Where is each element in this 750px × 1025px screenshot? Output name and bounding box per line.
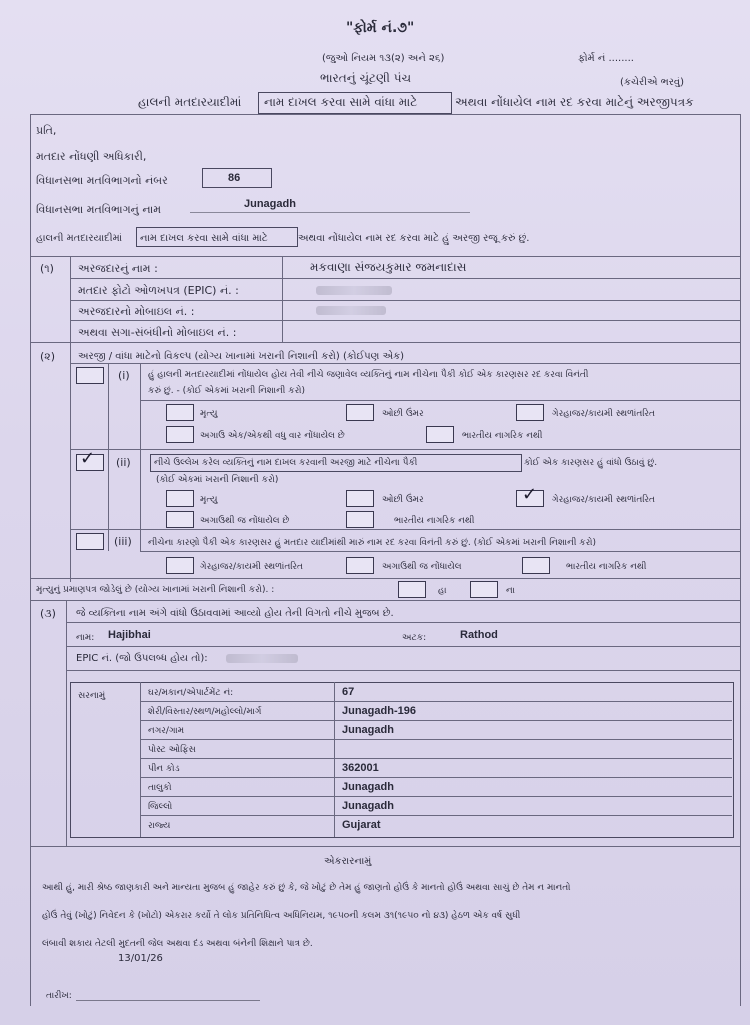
opt1-absent-label: ગેરહાજર/કાયમી સ્થળાંતરિત [552, 409, 655, 419]
subject-name-line [66, 646, 741, 647]
opt3-noncitizen-checkbox[interactable] [522, 557, 550, 574]
left-border [30, 114, 31, 1006]
subject-epic-line [66, 670, 741, 671]
form-title: "ફોર્મ નં.૭" [346, 20, 415, 36]
opt2-death-checkbox[interactable] [166, 490, 194, 507]
option-iii-line [140, 551, 741, 552]
constituency-name-value: Junagadh [244, 198, 296, 210]
opt3-noncitizen-label: ભારતીય નાગરિક નથી [566, 562, 647, 572]
application-title-pre: હાલની મતદારયાદીમાં [138, 95, 242, 109]
opt2-noncitizen-label: ભારતીય નાગરિક નથી [394, 516, 475, 526]
request-box-text: નામ દાખલ કરવા સામે વાંધા માટે [140, 233, 268, 244]
applicant-mobile-label: અરજદારનો મોબાઇલ નં. : [78, 305, 195, 318]
death-cert-no-label: ના [506, 586, 515, 596]
opt1-death-label: મૃત્યુ [200, 409, 218, 419]
section1-number: (૧) [40, 262, 54, 275]
address-row-line-2 [140, 720, 732, 721]
subject-epic-label: EPIC નં. (જો ઉપલબ્ધ હોય તો): [76, 653, 208, 664]
applicant-name-label: અરજદારનું નામ : [78, 262, 158, 275]
section3-bottom-line [30, 846, 741, 847]
opt1-absent-checkbox[interactable] [516, 404, 544, 421]
opt1-underage-checkbox[interactable] [346, 404, 374, 421]
applicant-name-value: મકવાણા સંજયકુમાર જમનાદાસ [310, 260, 467, 274]
date-label: તારીખ: [46, 991, 72, 1001]
address-row-line-4 [140, 758, 732, 759]
application-title-box-text: નામ દાખલ કરવા સામે વાંધા માટે [264, 95, 418, 109]
constituency-number-value: 86 [228, 172, 241, 184]
option-ii-number: (ii) [116, 456, 131, 469]
option-iii-text: નીચેના કારણો પૈકી એક કારણસર હું મતદાર યાદીમાંથી મારું નામ રદ કરવા વિનંતી કરું છું. (કોઈ એકમાં ખરાની નિશાની કરો) [148, 538, 597, 548]
option-i-bottom-line [70, 449, 741, 450]
declaration-title: એકરારનામું [324, 856, 372, 867]
subject-epic-redacted [226, 654, 298, 663]
death-cert-yes-label: હા [438, 586, 447, 596]
section1-row-line-3 [70, 320, 741, 321]
address-row-label: ઘર/મકાન/એપાર્ટમેંટ નં: [148, 688, 234, 698]
right-border [740, 114, 741, 1006]
address-row-line-6 [140, 796, 732, 797]
officer-label: મતદાર નોંધણી અધિકારી, [36, 150, 147, 163]
section2-number: (૨) [40, 350, 56, 363]
address-row-value: Junagadh [342, 800, 394, 812]
declaration-line-1: આથી હું, મારી શ્રેષ્ઠ જાણકારી અને માન્યતા મુજબ હું જાહેર કરું છું કે, જે ખોટું છે તેમ હું જાણતો હોઉં કે માનતો હોઉં અથવા સાચું છે તેમ ન માનતો [42, 883, 571, 893]
section2-left-divider [70, 342, 71, 582]
address-table-col-1 [140, 682, 141, 837]
section2-header-line [70, 363, 741, 364]
section1-left-divider [70, 256, 71, 342]
constituency-name-underline [190, 212, 470, 213]
opt1-death-checkbox[interactable] [166, 404, 194, 421]
address-row-value: 67 [342, 686, 355, 698]
opt2-noncitizen-checkbox[interactable] [346, 511, 374, 528]
option-iii-divider-b [140, 529, 141, 551]
option-ii-tick: ✓ [80, 448, 96, 469]
to-label: પ્રતિ, [36, 124, 57, 137]
section1-mid-divider [282, 256, 283, 342]
opt2-underage-checkbox[interactable] [346, 490, 374, 507]
option-i-divider-a [108, 363, 109, 449]
address-row-line-5 [140, 777, 732, 778]
address-row-label: પોસ્ટ ઓફિસ [148, 745, 196, 755]
declaration-line-2: હોઉં તેવું (ખોટું) નિવેદન કે (ખોટો) એકરાર કર્યો તે લોક પ્રતિનિધિત્વ અધિનિયમ, ૧૯૫૦ની કલમ ૩૧(૧૯૫૦ નો ૪૩) હેઠળ એક વર્ષ સુધી [42, 911, 521, 921]
option-iii-checkbox[interactable] [76, 533, 104, 550]
option-iii-divider-a [108, 529, 109, 551]
opt3-absent-label: ગેરહાજર/કાયમી સ્થળાંતરિત [200, 562, 303, 572]
section3-header: જે વ્યક્તિના નામ અંગે વાંધો ઉઠાવવામાં આવ્યો હોય તેની વિગતો નીચે મુજબ છે. [76, 608, 394, 619]
election-commission: ભારતનું ચૂંટણી પંચ [320, 71, 412, 85]
request-post: અથવા નોંધાયેલ નામ રદ કરવા માટે હું અરજી રજૂ કરું છું. [298, 233, 530, 244]
relative-mobile-label: અથવા સગા-સંબંધીનો મોબાઇલ નં. : [78, 326, 237, 339]
section2-bottom-line [30, 578, 741, 579]
declaration-line-3: લંબાવી શકાય તેટલી મુદતની જેલ અથવા દંડ અથવા બંનેની શિક્ષાને પાત્ર છે. [42, 939, 313, 949]
address-row-line-3 [140, 739, 732, 740]
subject-surname-value: Rathod [460, 629, 498, 641]
address-row-line-1 [140, 701, 732, 702]
opt1-noncitizen-checkbox[interactable] [426, 426, 454, 443]
section1-row-line-2 [70, 300, 741, 301]
death-cert-yes-checkbox[interactable] [398, 581, 426, 598]
option-i-line [140, 400, 741, 401]
section1-row-line-1 [70, 278, 741, 279]
opt3-already-registered-checkbox[interactable] [346, 557, 374, 574]
option-ii-text-post: કોઈ એક કારણસર હું વાંધો ઉઠાવું છું. [524, 458, 658, 468]
option-ii-bottom-line [70, 529, 741, 530]
address-row-value: Gujarat [342, 819, 381, 831]
address-table-col-2 [334, 682, 335, 837]
opt2-underage-label: ઓછી ઉંમર [382, 495, 424, 505]
opt2-already-registered-label: અગાઉથી જ નોંધાયેલ છે [200, 516, 290, 526]
address-row-label: તાલુકો [148, 783, 172, 793]
option-ii-subtext: (કોઈ એકમાં ખરાની નિશાની કરો) [156, 475, 279, 485]
rule-reference: (જુઓ નિયમ ૧૩(૨) અને ૨૬) [322, 53, 445, 64]
address-row-value: Junagadh-196 [342, 705, 416, 717]
option-i-text-b: કરું છું. - (કોઈ એકમાં ખરાની નિશાની કરો) [148, 386, 305, 396]
section3-left-divider [66, 600, 67, 846]
address-row-value: 362001 [342, 762, 379, 774]
subject-surname-label: અટક: [402, 633, 427, 643]
address-row-line-7 [140, 815, 732, 816]
opt1-duplicate-label: અગાઉ એક/એકથી વધુ વાર નોંધાયેલ છે [200, 431, 345, 441]
opt3-absent-checkbox[interactable] [166, 557, 194, 574]
option-i-checkbox[interactable] [76, 367, 104, 384]
subject-name-value: Hajibhai [108, 629, 151, 641]
option-i-number: (i) [118, 369, 130, 382]
address-row-label: શેરી/વિસ્તાર/સ્થળ/મહોલ્લો/માર્ગ [148, 707, 262, 717]
constituency-number-label: વિધાનસભા મતવિભાગનો નંબર [36, 174, 168, 187]
opt2-absent-label: ગેરહાજર/કાયમી સ્થળાંતરિત [552, 495, 655, 505]
section1-bottom-line [30, 342, 741, 343]
option-ii-divider-a [108, 449, 109, 529]
address-row-label: જિલ્લો [148, 802, 173, 812]
mobile-redacted [316, 306, 386, 315]
opt1-underage-label: ઓછી ઉંમર [382, 409, 424, 419]
request-pre: હાલની મતદારયાદીમાં [36, 233, 123, 244]
form-number-label: ફોર્મ નં ........ [578, 53, 634, 64]
option-ii-divider-b [140, 449, 141, 529]
death-cert-no-checkbox[interactable] [470, 581, 498, 598]
opt1-duplicate-checkbox[interactable] [166, 426, 194, 443]
opt1-noncitizen-label: ભારતીય નાગરિક નથી [462, 431, 543, 441]
section3-number: (૩) [40, 607, 56, 620]
declaration-date-value: 13/01/26 [118, 953, 163, 964]
epic-label: મતદાર ફોટો ઓળખપત્ર (EPIC) નં. : [78, 284, 239, 297]
top-border [30, 114, 741, 115]
option-i-text-a: હું હાલની મતદારયાદીમાં નોંધાયેલ હોય તેવી નીચે જણાવેલ વ્યક્તિનું નામ નીચેના પૈકી કોઈ એક કારણસર રદ કરવા વિનંતી [148, 370, 589, 380]
constituency-name-label: વિધાનસભા મતવિભાગનું નામ [36, 203, 162, 216]
section2-header: અરજી / વાંધા માટેનો વિકલ્પ (યોગ્ય ખાનામાં ખરાની નિશાની કરો) (કોઈપણ એક) [78, 351, 405, 362]
office-use-note: (કચેરીએ ભરવું) [620, 77, 685, 88]
address-label: સરનામું [78, 691, 106, 701]
opt2-absent-tick: ✓ [522, 484, 538, 505]
death-certificate-label: મૃત્યુનું પ્રમાણપત્ર જોડેલું છે (યોગ્ય ખાનામાં ખરાની નિશાની કરો). : [36, 585, 275, 595]
date-underline [76, 1000, 260, 1001]
opt2-death-label: મૃત્યુ [200, 495, 218, 505]
address-row-value: Junagadh [342, 781, 394, 793]
section1-top-line [30, 256, 741, 257]
opt3-already-registered-label: અગાઉથી જ નોંધાયેલ [382, 562, 462, 572]
subject-name-label: નામ: [76, 633, 95, 643]
address-row-label: રાજ્ય [148, 821, 171, 831]
address-row-label: નગર/ગામ [148, 726, 185, 736]
application-title-post: અથવા નોંધાયેલ નામ રદ કરવા માટેનું અરજીપત્રક [455, 95, 694, 109]
opt2-already-registered-checkbox[interactable] [166, 511, 194, 528]
epic-redacted [316, 286, 392, 295]
option-ii-text-box: નીચે ઉલ્લેખ કરેલ વ્યક્તિનું નામ દાખલ કરવાની અરજી માટે નીચેના પૈકી [154, 458, 418, 468]
section3-header-line [66, 622, 741, 623]
address-row-label: પીન કોડ [148, 764, 180, 774]
death-cert-bottom-line [30, 600, 741, 601]
address-row-value: Junagadh [342, 724, 394, 736]
option-i-divider-b [140, 363, 141, 449]
option-iii-number: (iii) [114, 535, 132, 548]
